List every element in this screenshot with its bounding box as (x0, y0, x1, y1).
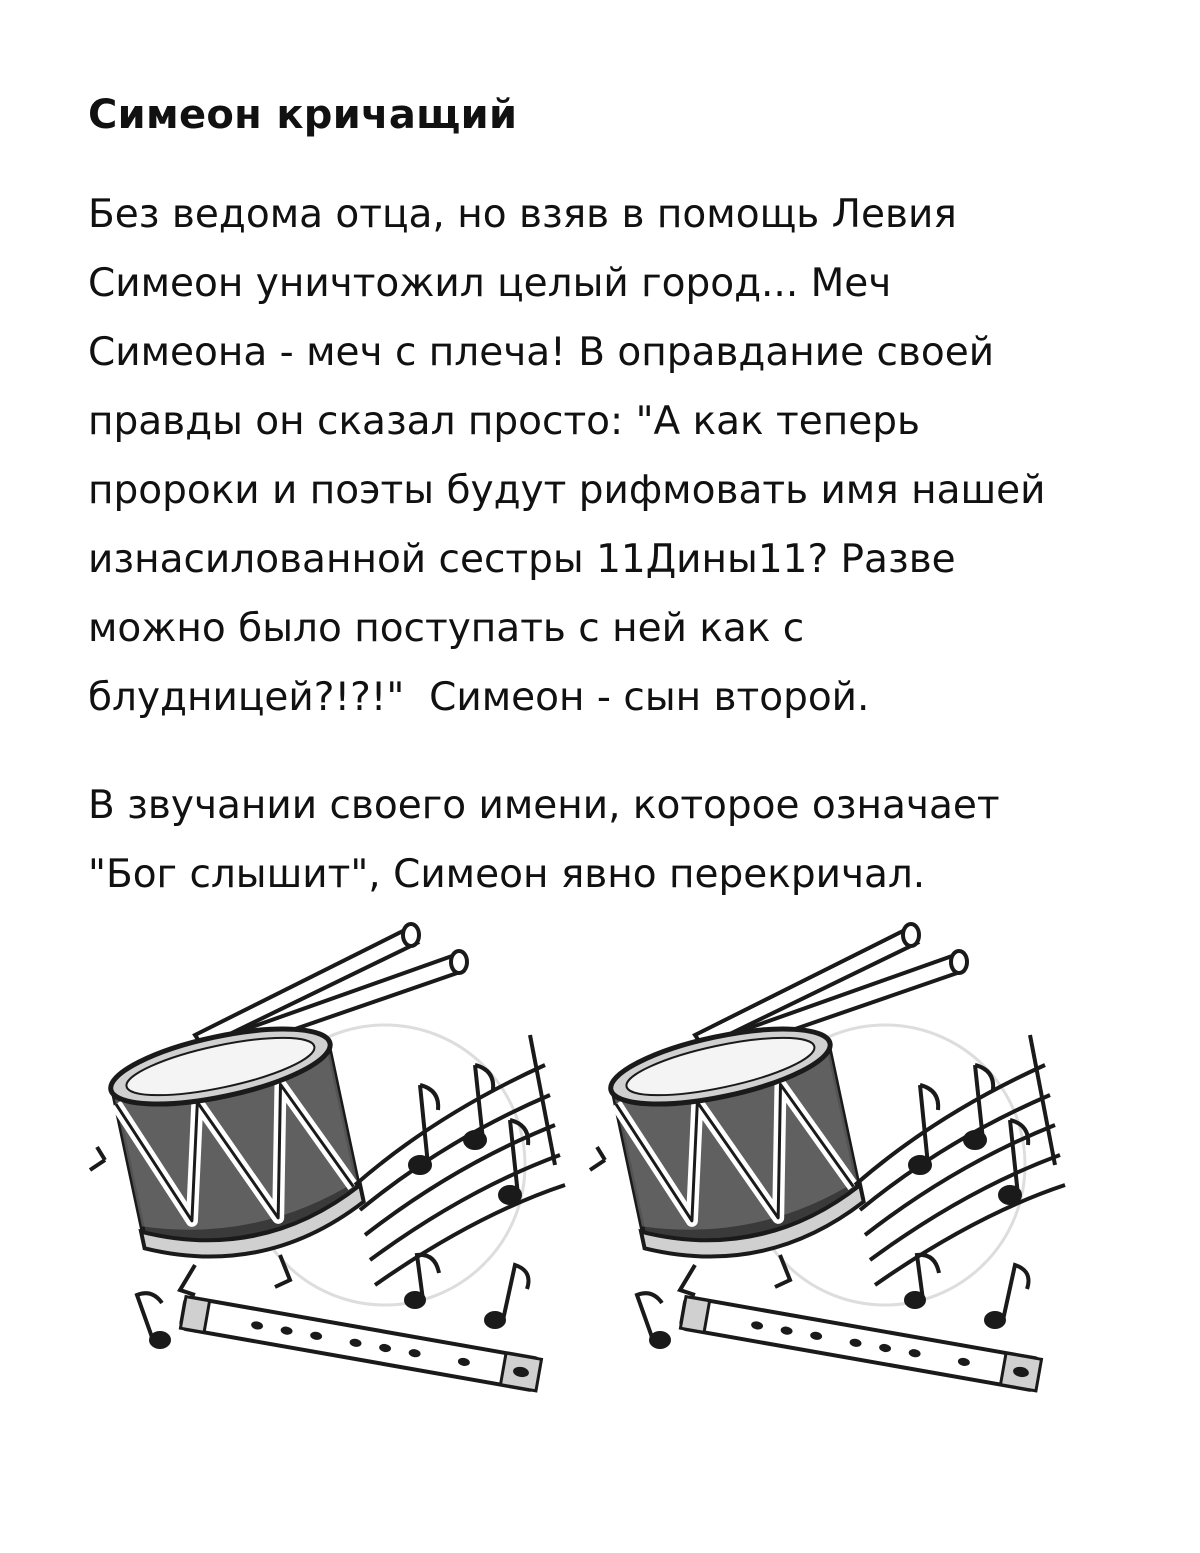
drum-flute-music-notes-icon (585, 915, 1085, 1445)
drum-flute-illustration-left (85, 915, 585, 1445)
paragraph-line: изнасилованной сестры 11Дины11? Разве (88, 537, 956, 582)
paragraph-line: Симеона - меч с плеча! В оправдание своей (88, 330, 995, 375)
paragraph-line: блудницей?!?!" Симеон - сын второй. (88, 675, 870, 720)
paragraph-line: пророки и поэты будут рифмовать имя нашей (88, 468, 1046, 513)
paragraph-line: Без ведома отца, но взяв в помощь Левия (88, 192, 957, 237)
drum-flute-illustration-right (585, 915, 1085, 1445)
paragraph-line: Симеон уничтожил целый город... Меч (88, 261, 892, 306)
page-title: Симеон кричащий (88, 92, 518, 138)
paragraph-line: можно было поступать с ней как с (88, 606, 805, 651)
paragraph-line: правды он сказал просто: "А как теперь (88, 399, 920, 444)
paragraph-2 (88, 771, 1148, 909)
paragraph-1 (88, 180, 1148, 732)
paragraph-line: В звучании своего имени, которое означает (88, 783, 1000, 828)
paragraph-line: "Бог слышит", Симеон явно перекричал. (88, 852, 926, 897)
drum-flute-music-notes-icon (85, 915, 585, 1445)
